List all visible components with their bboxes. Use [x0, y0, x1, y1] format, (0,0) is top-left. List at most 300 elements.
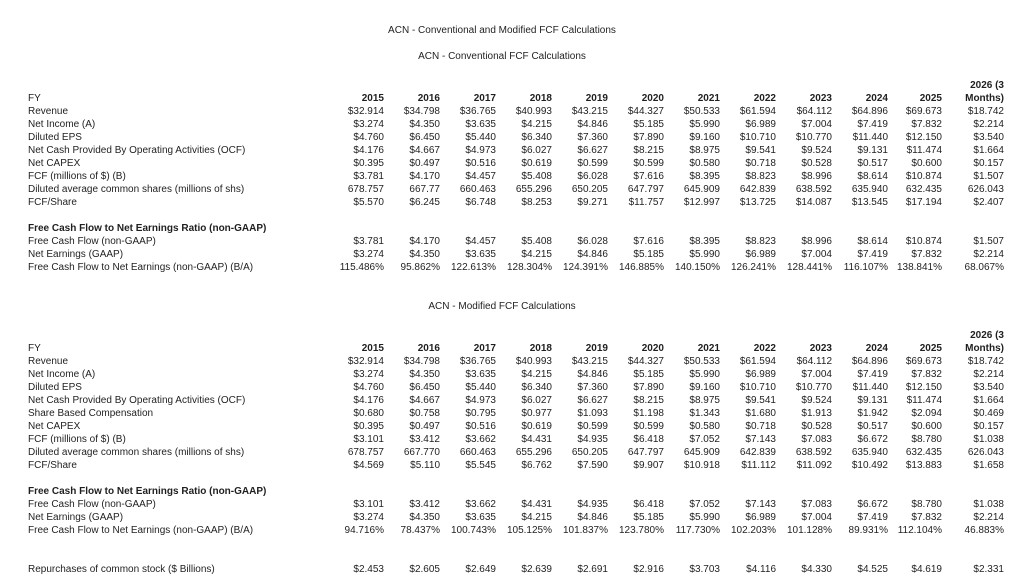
- cell: $0.528: [801, 421, 832, 432]
- table-row: [28, 157, 1004, 170]
- cell: $4.973: [465, 145, 496, 156]
- cell: $10.874: [905, 236, 942, 247]
- cell: $0.599: [577, 421, 608, 432]
- cell: $12.997: [683, 197, 720, 208]
- cell: $0.469: [973, 408, 1004, 419]
- cell: $1.913: [801, 408, 832, 419]
- cell: $8.253: [521, 197, 552, 208]
- cell: $0.599: [633, 421, 664, 432]
- cell: $2.331: [973, 564, 1004, 575]
- cell: $6.418: [633, 434, 664, 445]
- cell: $8.975: [689, 145, 720, 156]
- row-label: Net Earnings (GAAP): [28, 512, 124, 523]
- cell: $5.545: [465, 460, 496, 471]
- row-label: Diluted EPS: [28, 132, 82, 143]
- cell: $4.760: [353, 382, 384, 393]
- row-label: Free Cash Flow (non-GAAP): [28, 499, 156, 510]
- table-row: [28, 459, 1004, 472]
- cell: $2.214: [973, 512, 1004, 523]
- row-label: FCF/Share: [28, 460, 77, 471]
- cell: $34.798: [403, 356, 440, 367]
- modified-fcf-table: [28, 329, 1004, 537]
- cell: $6.245: [409, 197, 440, 208]
- cell: 128.441%: [786, 262, 832, 273]
- table-row: [28, 355, 1004, 368]
- cell: $6.627: [577, 395, 608, 406]
- row-label: Diluted EPS: [28, 382, 82, 393]
- cell: $4.846: [577, 119, 608, 130]
- cell: $0.497: [409, 421, 440, 432]
- cell: $0.599: [633, 158, 664, 169]
- cell: $3.540: [973, 382, 1004, 393]
- row-label: Free Cash Flow to Net Earnings (non-GAAP) (B/A): [28, 262, 254, 273]
- column-header: 2016: [417, 343, 440, 354]
- cell: 124.391%: [562, 262, 608, 273]
- column-header: 2015: [361, 93, 384, 104]
- section-gap: [28, 537, 1004, 563]
- cell: 101.128%: [786, 525, 832, 536]
- cell: $6.027: [521, 395, 552, 406]
- cell: $11.440: [852, 132, 888, 143]
- cell: $4.350: [409, 512, 440, 523]
- cell: $1.664: [973, 395, 1004, 406]
- column-header: 2023: [809, 343, 832, 354]
- cell: $7.616: [633, 236, 664, 247]
- cell: $64.896: [851, 106, 888, 117]
- cell: $7.832: [911, 369, 942, 380]
- cell: $4.350: [409, 119, 440, 130]
- table-row: [28, 498, 1004, 511]
- cell: $2.453: [353, 564, 384, 575]
- cell: 655.296: [515, 184, 552, 195]
- cell: $8.975: [689, 395, 720, 406]
- cell: $44.327: [627, 356, 664, 367]
- table-row: [28, 261, 1004, 274]
- cell: $0.528: [801, 158, 832, 169]
- table-row: [28, 381, 1004, 394]
- table-row: [28, 394, 1004, 407]
- column-header: 2017: [473, 343, 496, 354]
- cell: $5.990: [689, 512, 720, 523]
- table-row: [28, 144, 1004, 157]
- cell: $4.330: [801, 564, 832, 575]
- cell: $4.350: [409, 249, 440, 260]
- cell: $7.004: [801, 512, 832, 523]
- cell: $5.440: [465, 382, 496, 393]
- cell: 146.885%: [618, 262, 664, 273]
- cell: $7.890: [633, 132, 664, 143]
- table-row: [28, 433, 1004, 446]
- table-row: [28, 105, 1004, 118]
- cell: $7.419: [857, 249, 888, 260]
- cell: $0.517: [857, 421, 888, 432]
- cell: $3.635: [465, 119, 496, 130]
- conventional-section-title: ACN - Conventional FCF Calculations: [418, 51, 586, 62]
- cell: $5.185: [633, 369, 664, 380]
- cell: $12.150: [905, 382, 942, 393]
- cell: $8.614: [857, 236, 888, 247]
- cell: $7.052: [689, 499, 720, 510]
- cell: $64.112: [796, 106, 832, 117]
- cell: $4.846: [577, 369, 608, 380]
- cell: $11.474: [906, 145, 942, 156]
- row-label: FCF (millions of $) (B): [28, 434, 126, 445]
- cell: 126.241%: [730, 262, 776, 273]
- cell: $7.143: [745, 499, 776, 510]
- cell: $0.497: [409, 158, 440, 169]
- cell: 638.592: [795, 447, 832, 458]
- cell: $2.916: [633, 564, 664, 575]
- column-header: 2019: [585, 343, 608, 354]
- column-header: 2016: [417, 93, 440, 104]
- cell: 101.837%: [562, 525, 608, 536]
- cell: $11.112: [741, 460, 776, 471]
- cell: $6.450: [409, 382, 440, 393]
- cell: $1.507: [973, 171, 1004, 182]
- row-label: FCF/Share: [28, 197, 77, 208]
- cell: $64.112: [796, 356, 832, 367]
- cell: $13.883: [905, 460, 942, 471]
- row-label: Net Cash Provided By Operating Activities (OCF): [28, 395, 246, 406]
- cell: $4.935: [577, 499, 608, 510]
- cell: $5.185: [633, 119, 664, 130]
- cell: $4.667: [409, 145, 440, 156]
- cell: $61.594: [739, 356, 776, 367]
- cell: $3.540: [973, 132, 1004, 143]
- cell: $50.533: [683, 356, 720, 367]
- ratio-section-header-row: [28, 485, 1004, 498]
- blank-row: [28, 209, 1004, 222]
- cell: $0.157: [973, 158, 1004, 169]
- cell: $5.440: [465, 132, 496, 143]
- cell: $8.996: [801, 236, 832, 247]
- cell: $5.110: [410, 460, 440, 471]
- cell: $4.215: [521, 369, 552, 380]
- column-header: 2020: [641, 343, 664, 354]
- cell: 116.107%: [843, 262, 888, 273]
- cell: $0.600: [911, 421, 942, 432]
- cell: $36.765: [459, 356, 496, 367]
- blank-row: [28, 472, 1004, 485]
- cell: $5.990: [689, 369, 720, 380]
- row-label: Diluted average common shares (millions of shs): [28, 184, 245, 195]
- cell: $3.662: [465, 499, 496, 510]
- cell: $9.541: [745, 395, 776, 406]
- cell: $3.412: [409, 499, 440, 510]
- ratio-section-header: Free Cash Flow to Net Earnings Ratio (non-GAAP): [28, 223, 267, 234]
- cell: $3.274: [353, 119, 384, 130]
- cell: $8.823: [745, 236, 776, 247]
- table-row: [28, 170, 1004, 183]
- cell: $6.627: [577, 145, 608, 156]
- column-header: 2025: [919, 93, 942, 104]
- cell: 667.77: [409, 184, 440, 195]
- cell: $4.935: [577, 434, 608, 445]
- cell: $8.780: [911, 499, 942, 510]
- column-header: 2018: [529, 343, 552, 354]
- cell: $4.760: [353, 132, 384, 143]
- cell: 115.486%: [339, 262, 384, 273]
- cell: 140.150%: [674, 262, 720, 273]
- cell: $8.215: [633, 395, 664, 406]
- column-header: 2019: [585, 93, 608, 104]
- cell: $7.083: [801, 499, 832, 510]
- cell: $4.176: [353, 145, 384, 156]
- table-row: [28, 235, 1004, 248]
- table-row: [28, 446, 1004, 459]
- column-header: 2021: [697, 93, 720, 104]
- repurchases-table: [28, 563, 1004, 576]
- cell: $6.340: [521, 132, 552, 143]
- cell: $11.440: [852, 382, 888, 393]
- table-row: [28, 196, 1004, 209]
- cell: $9.524: [801, 145, 832, 156]
- row-label: Share Based Compensation: [28, 408, 154, 419]
- cell: $8.780: [911, 434, 942, 445]
- cell: $32.914: [347, 356, 384, 367]
- column-header: 2025: [919, 343, 942, 354]
- cell: $3.635: [465, 512, 496, 523]
- cell: $11.474: [906, 395, 942, 406]
- cell: $6.989: [745, 119, 776, 130]
- cell: 632.435: [905, 184, 942, 195]
- cell: $4.170: [409, 171, 440, 182]
- cell: $9.160: [689, 132, 720, 143]
- table-header-row: [28, 79, 1004, 105]
- conventional-fcf-table: [28, 79, 1004, 274]
- cell: $11.092: [796, 460, 832, 471]
- cell: $0.395: [353, 158, 384, 169]
- cell: 632.435: [905, 447, 942, 458]
- cell: $0.599: [577, 158, 608, 169]
- cell: $4.525: [857, 564, 888, 575]
- cell: $2.214: [973, 119, 1004, 130]
- table-row: [28, 118, 1004, 131]
- cell: $6.989: [745, 512, 776, 523]
- cell: $6.762: [521, 460, 552, 471]
- cell: $8.395: [689, 236, 720, 247]
- cell: $32.914: [347, 106, 384, 117]
- column-header: 2017: [473, 93, 496, 104]
- cell: $4.176: [353, 395, 384, 406]
- cell: $4.350: [409, 369, 440, 380]
- cell: 667.770: [403, 447, 440, 458]
- cell: 642.839: [739, 184, 776, 195]
- column-header: 2022: [753, 343, 776, 354]
- cell: $0.977: [521, 408, 552, 419]
- cell: $9.160: [689, 382, 720, 393]
- cell: 638.592: [795, 184, 832, 195]
- ratio-section-header: Free Cash Flow to Net Earnings Ratio (non-GAAP): [28, 486, 267, 497]
- table-row: [28, 563, 1004, 576]
- cell: $1.093: [577, 408, 608, 419]
- cell: $10.710: [739, 132, 776, 143]
- cell: $18.742: [967, 106, 1004, 117]
- cell: $0.795: [465, 408, 496, 419]
- table-header-row: [28, 329, 1004, 355]
- cell: $36.765: [459, 106, 496, 117]
- cell: $9.907: [633, 460, 664, 471]
- cell: $5.408: [521, 236, 552, 247]
- cell: $3.781: [353, 236, 384, 247]
- cell: $2.649: [465, 564, 496, 575]
- column-header: 2020: [641, 93, 664, 104]
- row-label: Free Cash Flow to Net Earnings (non-GAAP) (B/A): [28, 525, 254, 536]
- cell: $0.718: [745, 421, 776, 432]
- cell: $7.832: [911, 249, 942, 260]
- cell: $2.407: [973, 197, 1004, 208]
- cell: $0.580: [689, 158, 720, 169]
- cell: $6.672: [857, 434, 888, 445]
- cell: $5.990: [689, 249, 720, 260]
- cell: $44.327: [627, 106, 664, 117]
- page-title: ACN - Conventional and Modified FCF Calculations: [388, 25, 616, 36]
- cell: 645.909: [683, 447, 720, 458]
- cell: $9.541: [745, 145, 776, 156]
- cell: $4.667: [409, 395, 440, 406]
- cell: $7.004: [801, 369, 832, 380]
- cell: $69.673: [905, 356, 942, 367]
- cell: 117.730%: [675, 525, 720, 536]
- cell: 95.862%: [400, 262, 440, 273]
- row-label: Repurchases of common stock ($ Billions): [28, 564, 215, 575]
- cell: 626.043: [967, 184, 1004, 195]
- cell: $4.116: [746, 564, 776, 575]
- cell: $2.214: [973, 249, 1004, 260]
- row-label: Free Cash Flow (non-GAAP): [28, 236, 156, 247]
- cell: $10.874: [905, 171, 942, 182]
- cell: $6.989: [745, 369, 776, 380]
- cell: $4.457: [465, 236, 496, 247]
- cell: $1.658: [973, 460, 1004, 471]
- table-row: [28, 248, 1004, 261]
- table-row: [28, 183, 1004, 196]
- cell: 635.940: [851, 447, 888, 458]
- cell: 650.205: [571, 447, 608, 458]
- cell: 89.931%: [848, 525, 888, 536]
- cell: $7.890: [633, 382, 664, 393]
- cell: $9.271: [577, 197, 608, 208]
- table-row: [28, 131, 1004, 144]
- cell: $9.524: [801, 395, 832, 406]
- cell: $7.590: [577, 460, 608, 471]
- cell: $5.990: [689, 119, 720, 130]
- cell: 660.463: [459, 184, 496, 195]
- column-header: 2026 (3 Months): [965, 330, 1004, 354]
- table-row: [28, 368, 1004, 381]
- column-header: 2023: [809, 93, 832, 104]
- cell: $11.757: [628, 197, 664, 208]
- cell: $6.748: [465, 197, 496, 208]
- cell: $13.725: [739, 197, 776, 208]
- cell: 678.757: [347, 184, 384, 195]
- cell: $8.823: [745, 171, 776, 182]
- cell: $1.680: [745, 408, 776, 419]
- cell: $8.215: [633, 145, 664, 156]
- cell: $0.758: [409, 408, 440, 419]
- cell: $7.052: [689, 434, 720, 445]
- cell: 635.940: [851, 184, 888, 195]
- cell: $0.395: [353, 421, 384, 432]
- cell: $0.580: [689, 421, 720, 432]
- cell: $3.101: [353, 499, 384, 510]
- row-label: Net CAPEX: [28, 421, 81, 432]
- cell: $7.143: [745, 434, 776, 445]
- cell: $7.419: [857, 119, 888, 130]
- cell: $4.619: [911, 564, 942, 575]
- cell: $10.492: [851, 460, 888, 471]
- cell: $0.517: [857, 158, 888, 169]
- cell: $7.419: [857, 512, 888, 523]
- cell: $0.600: [911, 158, 942, 169]
- row-label: Net CAPEX: [28, 158, 81, 169]
- cell: $7.004: [801, 119, 832, 130]
- cell: $3.781: [353, 171, 384, 182]
- column-header: 2021: [697, 343, 720, 354]
- row-label: Net Cash Provided By Operating Activities (OCF): [28, 145, 246, 156]
- cell: $7.832: [911, 512, 942, 523]
- cell: $40.993: [515, 356, 552, 367]
- cell: $6.340: [521, 382, 552, 393]
- cell: $3.274: [353, 249, 384, 260]
- cell: $0.619: [521, 421, 552, 432]
- cell: $10.918: [683, 460, 720, 471]
- cell: 642.839: [739, 447, 776, 458]
- cell: $4.431: [521, 499, 552, 510]
- cell: $8.614: [857, 171, 888, 182]
- cell: $1.038: [973, 434, 1004, 445]
- modified-section-title: ACN - Modified FCF Calculations: [428, 301, 576, 312]
- cell: $13.545: [851, 197, 888, 208]
- column-header: 2022: [753, 93, 776, 104]
- cell: $5.570: [353, 197, 384, 208]
- ratio-section-header-row: [28, 222, 1004, 235]
- cell: $1.942: [857, 408, 888, 419]
- cell: $5.185: [633, 249, 664, 260]
- cell: $4.973: [465, 395, 496, 406]
- cell: $0.718: [745, 158, 776, 169]
- cell: $4.215: [521, 249, 552, 260]
- cell: $10.770: [795, 132, 832, 143]
- cell: 660.463: [459, 447, 496, 458]
- cell: $18.742: [967, 356, 1004, 367]
- cell: $7.832: [911, 119, 942, 130]
- cell: $0.516: [465, 421, 496, 432]
- cell: $6.027: [521, 145, 552, 156]
- cell: $6.672: [857, 499, 888, 510]
- column-header: 2026 (3 Months): [965, 80, 1004, 104]
- cell: $3.635: [465, 249, 496, 260]
- cell: $0.157: [973, 421, 1004, 432]
- column-header: 2024: [865, 343, 888, 354]
- cell: $8.395: [689, 171, 720, 182]
- cell: $5.185: [633, 512, 664, 523]
- cell: 650.205: [571, 184, 608, 195]
- cell: $8.996: [801, 171, 832, 182]
- column-header: 2024: [865, 93, 888, 104]
- cell: $6.028: [577, 171, 608, 182]
- cell: 655.296: [515, 447, 552, 458]
- cell: $4.846: [577, 249, 608, 260]
- cell: 78.437%: [400, 525, 440, 536]
- row-label: Revenue: [28, 106, 69, 117]
- cell: $2.094: [911, 408, 942, 419]
- cell: $43.215: [571, 106, 608, 117]
- row-label: FCF (millions of $) (B): [28, 171, 126, 182]
- cell: $3.412: [409, 434, 440, 445]
- cell: $6.028: [577, 236, 608, 247]
- cell: $34.798: [403, 106, 440, 117]
